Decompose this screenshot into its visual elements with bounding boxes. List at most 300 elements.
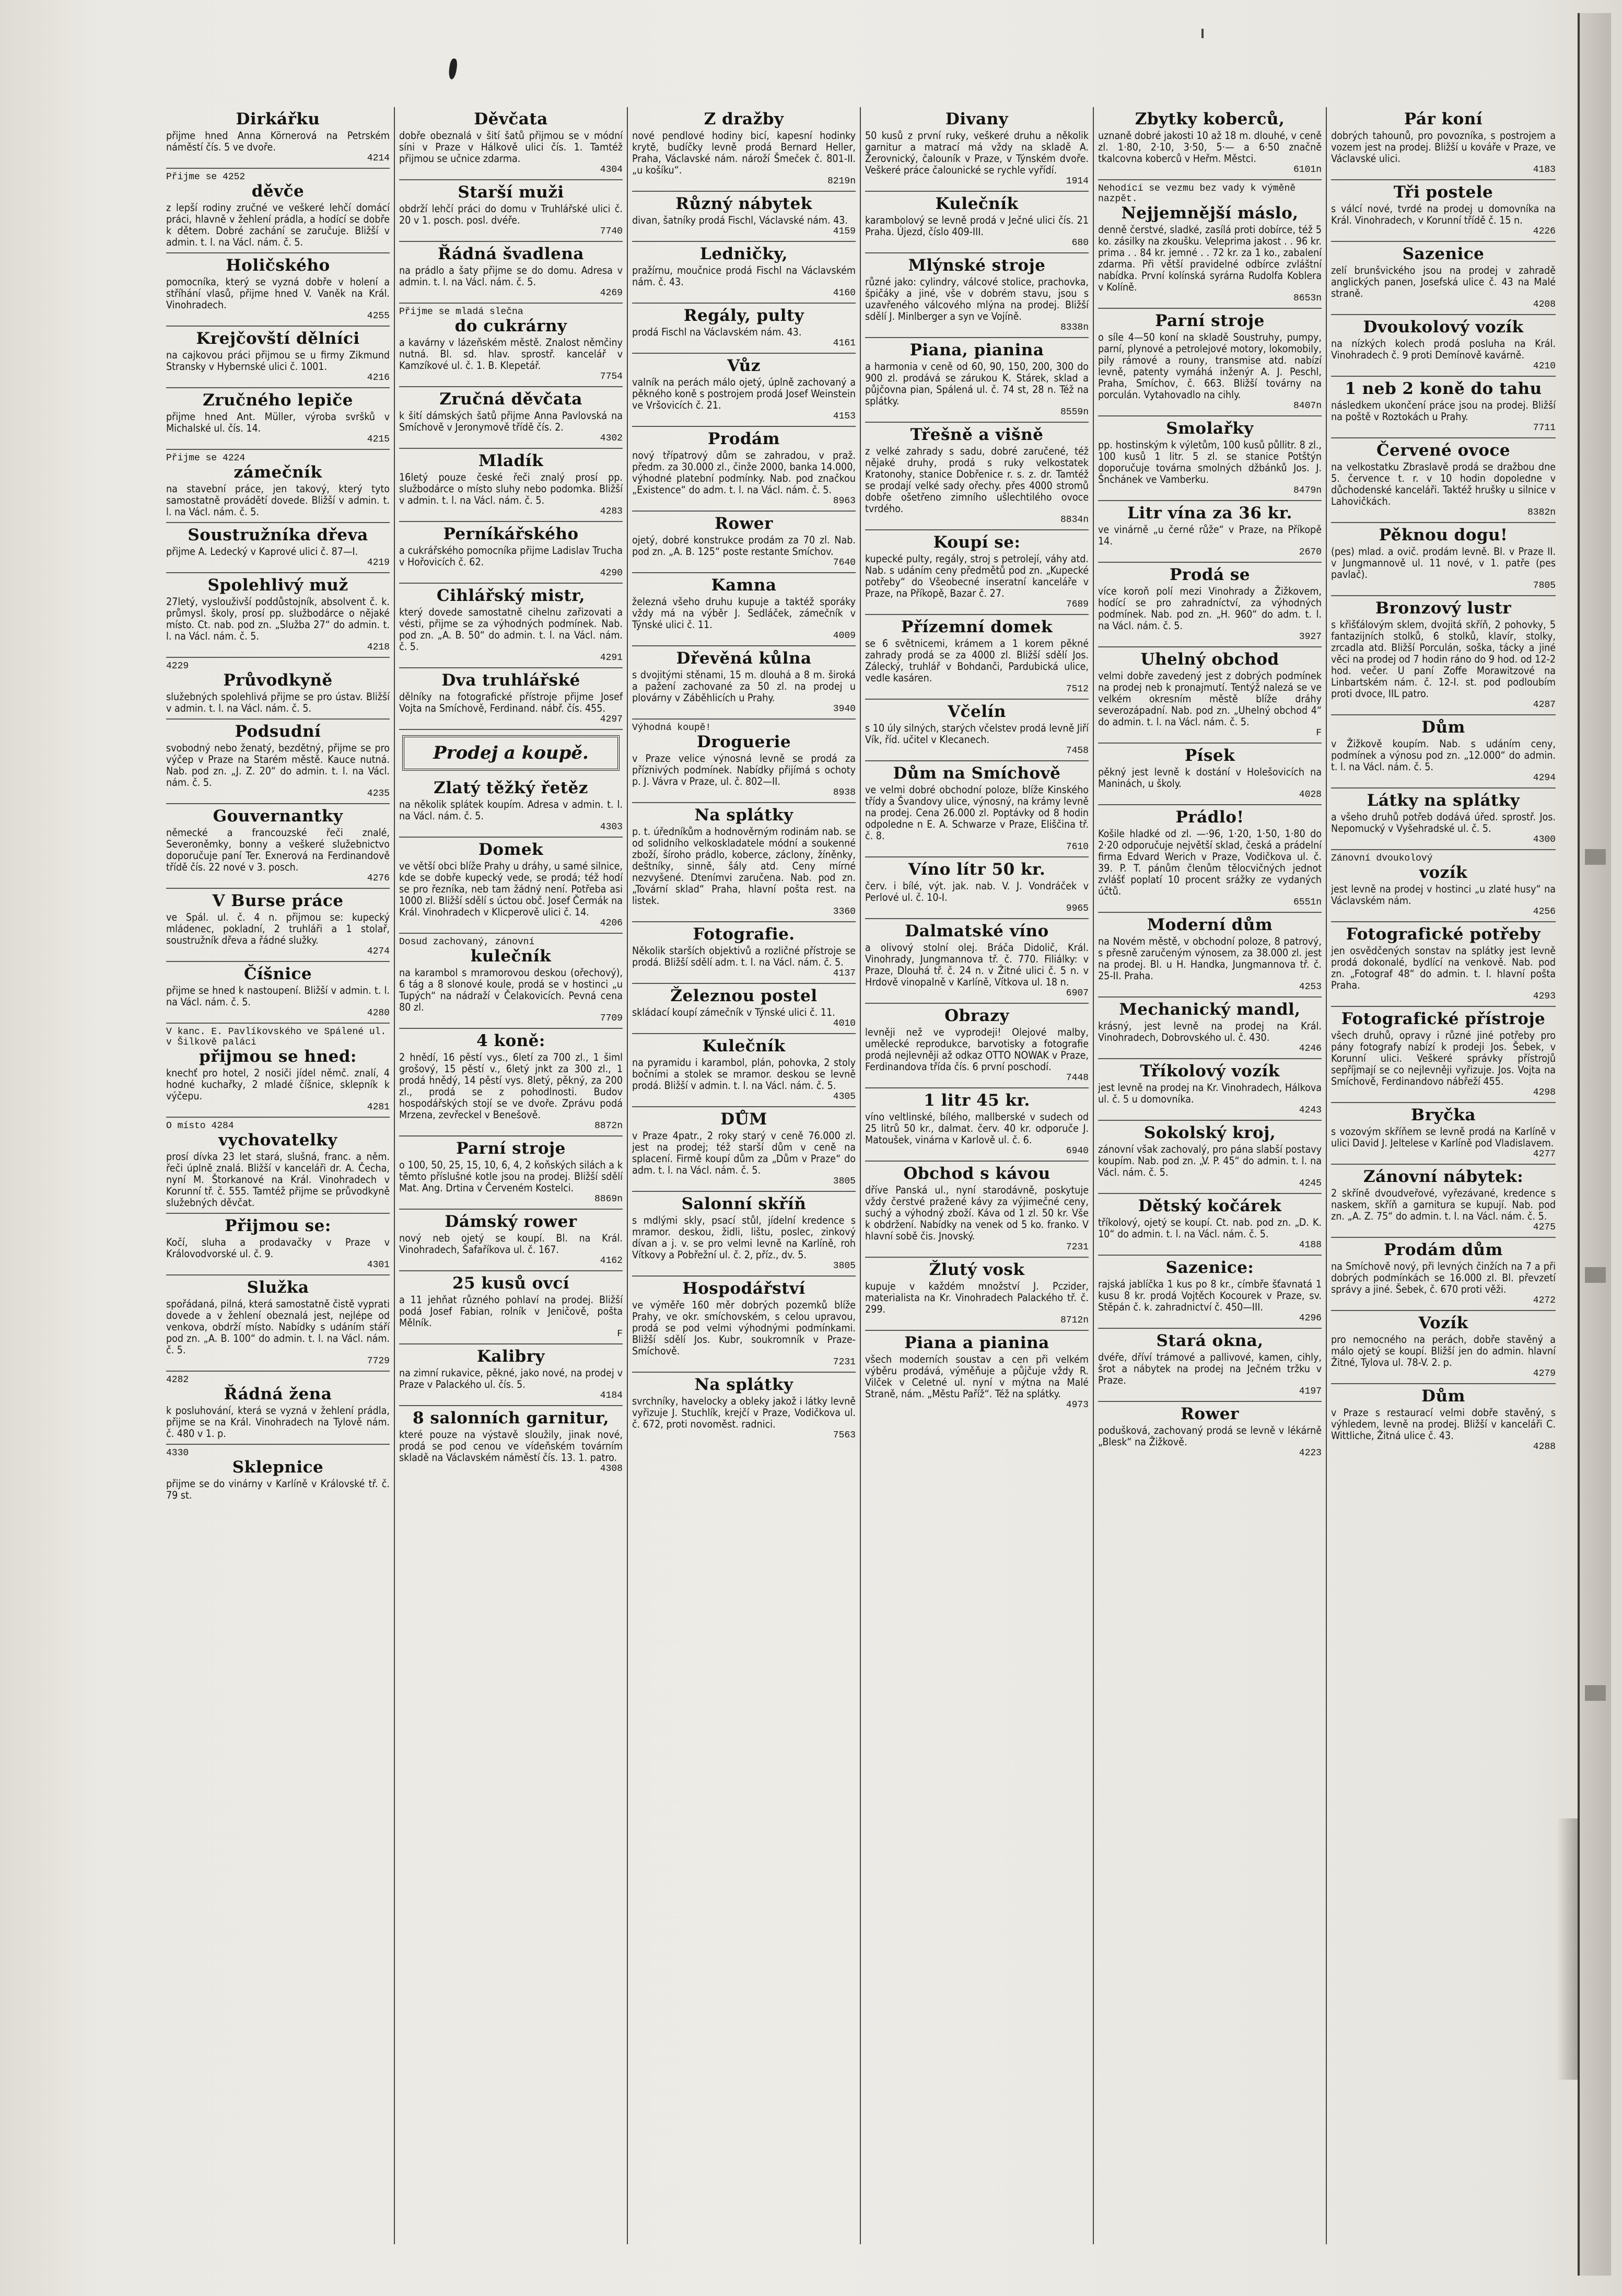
- ad-number: 6940: [1066, 1146, 1089, 1156]
- ad-heading: DŮM: [720, 1110, 767, 1129]
- ad-heading: Látky na splátky: [1367, 791, 1520, 810]
- ad-text: pp. hostinským k výletům, 100 kusů půllitr. 8 zl., 100 kusů 1 litr. 5 zl. se stanice Potštýn doporučuje továrna smolných džbánků Jos. J. Šnchánek ve Vamberku.: [1098, 439, 1322, 485]
- ad-heading: Soustružníka dřeva: [188, 526, 368, 544]
- ad-number: 4219: [367, 558, 390, 568]
- classified-ad: [399, 1210, 623, 1271]
- ad-number: 4305: [833, 1092, 856, 1102]
- ad-number: 8407n: [1293, 401, 1322, 411]
- ad-heading: Kulečník: [702, 1037, 786, 1056]
- classified-ad: [1331, 377, 1556, 438]
- ad-heading: Pěknou dogu!: [1379, 526, 1508, 544]
- ad-heading: Divany: [945, 110, 1009, 129]
- classified-ad: [1098, 805, 1322, 913]
- ad-heading: Obrazy: [944, 1006, 1009, 1025]
- classified-ad: [632, 192, 856, 242]
- classified-ad: [399, 107, 623, 180]
- column-2: [395, 107, 628, 2244]
- ad-heading: Mladík: [478, 451, 544, 470]
- classified-ad: [399, 1344, 623, 1406]
- ad-heading: kulečník: [470, 947, 552, 966]
- column-3: [628, 107, 861, 2244]
- ad-text: spořádaná, pilná, která samostatně čistě vyprati dovede a v žehlení obeznalá jest, nejlépe od venkova, obdrží místo. Nabídky s udáním stáří pod zn. „A. B. 100“ do admin. t. l. na Václ. nám. č. 5.: [166, 1298, 390, 1356]
- classified-ad: [865, 253, 1089, 338]
- classified-ad: [1331, 788, 1556, 850]
- classified-ad: [399, 522, 623, 584]
- ad-heading: Rower: [715, 514, 773, 533]
- ad-text: rajská jablíčka 1 kus po 8 kr., címbře šťavnatá 1 kusu 8 kr. prodá Vojtěch Kocourek v Praze, sv. Stěpán č. k. zahradnictví č. 450—III.: [1098, 1278, 1322, 1313]
- ad-number: 680: [1071, 238, 1089, 248]
- classified-ad: [632, 573, 856, 646]
- ad-heading: Parní stroje: [456, 1139, 566, 1158]
- classified-ad: [632, 720, 856, 803]
- ad-text: jest levně na prodej v hostinci „u zlaté husy“ na Václavském nám.: [1331, 883, 1556, 907]
- ad-preline: 4330: [166, 1448, 189, 1458]
- classified-ad: [1098, 309, 1322, 416]
- ad-text: a kavárny v lázeňském městě. Znalost němčiny nutná. Bl. sd. hlav. sprostř. kancelář v Kamzíkové ul. č. 1. B. Klepetář.: [399, 337, 623, 372]
- ad-text: jest levně na prodej na Kr. Vinohradech, Hálkova ul. č. 5 u domovníka.: [1098, 1082, 1322, 1105]
- ad-text: v Praze s restaurací velmi dobře stavěný, s výhledem, levně na prodej. Bližší v kanceláři C. Wittliche, Žitná ulice č. 43.: [1331, 1407, 1556, 1442]
- ad-text: prodá Fischl na Václavském nám. 43.: [632, 326, 802, 338]
- ad-heading: Zbytky koberců,: [1135, 110, 1285, 129]
- classified-ad: [865, 107, 1089, 192]
- ad-text: 16letý pouze české řeči znalý prosí pp. službodárce o místo sluhy nebo podomka. Bližší v admin. t. l. na Václ. nám. č. 5.: [399, 471, 623, 506]
- classified-ad: [632, 512, 856, 573]
- ad-text: dobře obeznalá v šití šatů přijmou se v módní síni v Praze v Hálkově ulici čís. 1. Tamtéž přijmou se učnice zdarma.: [399, 130, 623, 165]
- classified-ad: [865, 1258, 1089, 1331]
- ad-number: 3927: [1299, 632, 1322, 642]
- ad-heading: Dům na Smíchově: [893, 764, 1061, 783]
- ad-text: a harmonia v ceně od 60, 90, 150, 200, 300 do 900 zl. prodává se zárukou K. Stárek, sklad a půjčovna pian, Spálená ul. č. 74 st, 28 n. Též na splátky.: [865, 361, 1089, 407]
- ad-number: 4245: [1299, 1178, 1322, 1189]
- classified-ad: [1098, 998, 1322, 1059]
- classified-ad: [166, 450, 390, 523]
- ad-text: k šití dámských šatů přijme Anna Pavlovská na Smíchově v Jeronymově třídě čís. 2.: [399, 410, 623, 433]
- ad-number: 4028: [1299, 790, 1322, 800]
- ad-text: následkem ukončení práce jsou na prodej. Bližší na poště v Roztokách u Prahy.: [1331, 399, 1556, 423]
- classified-ad: [632, 1034, 856, 1107]
- ad-text: ve Spál. ul. č. 4 n. přijmou se: kupecký mládenec, pokladní, 2 truhláři a 1 stolař, soustružník dřeva a řádné služky.: [166, 911, 390, 946]
- ad-text: ve vinárně „u černé růže“ v Praze, na Příkopě 14.: [1098, 524, 1322, 547]
- ad-preline: O místo 4284: [166, 1121, 234, 1131]
- classified-ad: [1098, 416, 1322, 501]
- ad-text: podušková, zachovaný prodá se levně v lékárně „Blesk“ na Žižkově.: [1098, 1424, 1322, 1448]
- ad-heading: do cukrárny: [454, 317, 567, 335]
- ad-text: Několik starších objektivů a rozličné přístroje se prodá. Bližší sdělí adm. t. l. na Václ. nám. č. 5.: [632, 945, 856, 968]
- ad-text: s křišťálovým sklem, dvojitá skříň, 2 pohovky, 5 fantazijních stolků, 6 stolků, klavír, stolky, zrcadla atd. Bližší Porculán, soška, tácky a jiné věci na prodej od 7 hodin ráno do 9 hod. od 12-2 hod. večer. U paní Zoffe Morawitzové na Linbartském nám. č. 12-I. st. pod podloubím proti dvoce, IIL patro.: [1331, 619, 1556, 700]
- ad-number: 4298: [1533, 1087, 1556, 1098]
- classified-ad: [1331, 107, 1556, 180]
- ad-heading: Číšnice: [243, 965, 312, 983]
- ad-heading: Pár koní: [1404, 110, 1483, 129]
- classified-ad: [1331, 1165, 1556, 1238]
- ad-heading: Třešně a višně: [910, 425, 1044, 444]
- classified-ad: [166, 804, 390, 889]
- ad-heading: 8 salonních garnitur,: [412, 1409, 610, 1428]
- classified-ad: [865, 761, 1089, 857]
- ad-number: 4162: [600, 1256, 623, 1266]
- ad-text: (pes) mlad. a ovič. prodám levně. Bl. v Praze II. v Jungmannově ul. 11 nové, v 1. patře (pes pavlač).: [1331, 546, 1556, 581]
- ad-text: o síle 4—50 koní na skladě Soustruhy, pumpy, parní, plynové a petrolejové motory, lokomobily, pily rámové a rouny, transmise atd. nabízí levně, patenty vymáhá inženýr A. J. Peschl, Praha, Smíchov, č. 663. Bližší továrny na porculán. Vytahovadlo na cihly.: [1098, 331, 1322, 401]
- ad-number: 7689: [1066, 599, 1089, 610]
- ad-text: víno veltlinské, bílého, mallberské v sudech od 25 litrů 50 kr., dalmat. červ. 40 kr. odporuče J. Matoušek, vinárna v Karlově ul. č. 6.: [865, 1111, 1089, 1146]
- ad-number: 4281: [367, 1102, 390, 1112]
- ad-number: 8712n: [1060, 1315, 1089, 1326]
- ad-heading: Smolařky: [1166, 419, 1254, 438]
- classified-ad: [399, 449, 623, 522]
- ink-mark: [448, 58, 458, 80]
- ad-number: 8872n: [594, 1121, 623, 1131]
- ad-number: 4275: [1533, 1222, 1556, 1233]
- classified-ad: [865, 700, 1089, 761]
- classified-ad: [166, 253, 390, 327]
- ad-heading: Sokolský kroj,: [1143, 1123, 1276, 1142]
- ad-text: knechť pro hotel, 2 nosiči jídel němč. znalí, 4 hodné kuchařky, 2 mladé číšnice, sklepník k výčepu.: [166, 1067, 390, 1102]
- ad-number: 4197: [1299, 1386, 1322, 1397]
- ad-heading: Piana a pianina: [904, 1333, 1049, 1352]
- ad-number: 4010: [833, 1018, 856, 1029]
- ad-heading: Rower: [1181, 1405, 1239, 1423]
- ad-heading: Prádlo!: [1175, 808, 1244, 827]
- ad-text: tříkolový, ojetý se koupí. Ct. nab. pod zn. „D. K. 10“ do admin. t. l. na Václ. nám. č. 5.: [1098, 1216, 1322, 1240]
- ad-number: 9965: [1066, 903, 1089, 914]
- ad-heading: Dalmatské víno: [905, 922, 1049, 941]
- classified-ad: [166, 1024, 390, 1118]
- ad-heading: Fotografie.: [693, 925, 795, 944]
- classified-ad: [632, 1373, 856, 1445]
- ad-number: 4208: [1533, 299, 1556, 310]
- ad-text: přijme A. Ledecký v Kaprové ulici č. 87—I.: [166, 546, 358, 558]
- ad-heading: Nejjemnější máslo,: [1121, 204, 1299, 223]
- classified-ad: [166, 107, 390, 169]
- classified-ad: [399, 838, 623, 934]
- ad-text: z velké zahrady s sadu, dobré zaručené, též nějaké druhy, prodá s ruky velkostatek Kratonohy, stanice Dobřenice r. s. z. dr. Tamtéž se prodají velké sady ořechy. přes 4000 stromů dobře ošetřeno zimního ušlechtilého ovoce tvrdého.: [865, 445, 1089, 515]
- ad-text: dříve Panská ul., nyní starodávně, poskytuje vždy čerstvé pražené kávy za výjimečné ceny, suchý a výhodný zboží. Káva od 1 zl. 50 kr. Vše k obdržení. Nabídky na venek od 5 ko. franko. V hlavní sobě čis. Jnovský.: [865, 1184, 1089, 1242]
- ad-text: k posluhování, která se vyzná v žehlení prádla, přijme se na Král. Vinohradech na Tylově nám. č. 480 v 1. p.: [166, 1405, 390, 1440]
- ad-heading: Ledničky,: [699, 245, 788, 263]
- classified-ad: [399, 584, 623, 668]
- ad-heading: Děvčata: [474, 110, 548, 129]
- ad-number: 7754: [600, 372, 623, 382]
- ad-number: 4276: [367, 873, 390, 884]
- ad-number: 3805: [833, 1176, 856, 1187]
- ad-text: na karambol s mramorovou deskou (ořechový), 6 tág a 8 slonové koule, prodá se v hostinci „u Tupých“ na nádraží v Čelakovicích. Pevná cena 80 zl.: [399, 967, 623, 1013]
- classified-ad: [1098, 744, 1322, 805]
- ad-number: 4216: [367, 373, 390, 383]
- ad-number: 7709: [600, 1013, 623, 1024]
- ad-heading: Řádná švadlena: [437, 245, 584, 263]
- column-4: [861, 107, 1094, 2244]
- ad-heading: Zručného lepiče: [203, 391, 353, 410]
- ad-text: přijme hned Anna Körnerová na Petrském náměstí čís. 5 ve dvoře.: [166, 130, 390, 153]
- ad-text: v Praze 4patr., 2 roky starý v ceně 76.000 zl. jest na prodej; též starší dům v ceně na splacení. Firmě koupí dům za „Dům v Praze“ do adm. t. l. na Václ. nám. č. 5.: [632, 1130, 856, 1176]
- ad-number: 7711: [1533, 423, 1556, 433]
- classified-ad: [1331, 1103, 1556, 1165]
- ad-text: dvéře, dříví trámové a pallivové, kamen, cihly, šrot a nábytek na prodej na Ječném tržku v Praze.: [1098, 1351, 1322, 1386]
- ad-heading: Dům: [1421, 1387, 1465, 1406]
- ad-number: 4188: [1299, 1240, 1322, 1250]
- ad-text: zelí brunšvického jsou na prodej v zahradě anglických panen, Josefská ulice č. 43 na Malé straně.: [1331, 264, 1556, 299]
- ad-number: 7729: [367, 1356, 390, 1366]
- ad-heading: Vůz: [727, 356, 761, 375]
- classified-ad: [1331, 922, 1556, 1007]
- ad-heading: Obchod s kávou: [903, 1164, 1051, 1183]
- ad-number: 4218: [367, 642, 390, 653]
- ad-text: s válcí nové, tvrdé na prodej u domovníka na Král. Vinohradech, v Korunní třídě č. 15 n.: [1331, 203, 1556, 226]
- ad-text: karambolový se levně prodá v Ječné ulici čís. 21 Praha. Újezd, číslo 409-III.: [865, 214, 1089, 238]
- ad-number: 4304: [600, 165, 623, 175]
- ad-number: 4280: [367, 1008, 390, 1018]
- ad-number: 8219n: [827, 176, 856, 187]
- ad-number: 4246: [1299, 1043, 1322, 1054]
- ad-heading: 1 neb 2 koně do tahu: [1345, 379, 1542, 398]
- ad-text: všech druhů, opravy i různé jiné potřeby pro pány fotografy nabízí k prodeji Jos. Šebek, v Korunní ulici. Veškeré správky přístrojů sepříjmají se co nejlevněji vyřizuje. Jos. Vojta na Smíchově, Ferdinandovo nábřeží 455.: [1331, 1029, 1556, 1087]
- ad-heading: Prodá se: [1169, 565, 1251, 584]
- ad-number: 4291: [600, 653, 623, 663]
- ad-number: 4288: [1533, 1442, 1556, 1452]
- ad-number: 8938: [833, 787, 856, 798]
- ad-heading: děvče: [251, 182, 305, 201]
- classified-ad: [632, 242, 856, 304]
- ad-heading: Dětský kočárek: [1138, 1197, 1282, 1215]
- ad-number: 4235: [367, 788, 390, 799]
- ad-text: nové pendlové hodiny bicí, kapesní hodinky krytě, budíčky levně prodá Bernard Heller, Praha, Václavské nám. nároží Šmeček č. 801-II. „u košíku“.: [632, 130, 856, 176]
- ad-text: a cukrářského pomocníka přijme Ladislav Trucha v Hořovicích č. 62.: [399, 544, 623, 568]
- classified-ad: [865, 1088, 1089, 1162]
- ad-text: a olivový stolní olej. Bráča Didolič, Král. Vinohrady, Jungmannova tř. č. 770. Filiálky: v Praze, Dlouhá tř. č. 24 n. v Žitné ulici č. 5 n. v Hrdově vinopalně v Karlíně, Vítkova ul. 18 n.: [865, 942, 1089, 988]
- section-banner: Prodej a koupě.: [402, 735, 620, 771]
- ad-heading: V Burse práce: [212, 891, 344, 910]
- ad-number: 4308: [600, 1464, 623, 1474]
- ad-number: 6101n: [1293, 165, 1322, 175]
- ad-heading: Parní stroje: [1155, 311, 1265, 330]
- ad-number: 4215: [367, 434, 390, 445]
- classified-ad: [632, 304, 856, 354]
- ad-number: 4153: [833, 411, 856, 422]
- ad-number: 7231: [1066, 1242, 1089, 1253]
- ad-number: 8963: [833, 496, 856, 506]
- ad-heading: Kamna: [711, 576, 777, 595]
- classified-ad: [632, 1107, 856, 1192]
- classified-ad: [399, 934, 623, 1029]
- ad-text: krásný, jest levně na prodej na Král. Vinohradech, Dobrovského ul. č. 430.: [1098, 1020, 1322, 1043]
- ad-text: uznaně dobré jakosti 10 až 18 m. dlouhé, v ceně zl. 1·80, 2·10, 3·50, 5·— a 6·50 značně tkalcovna koberců v Heřm. Městci.: [1098, 130, 1322, 165]
- ad-number: 4294: [1533, 773, 1556, 783]
- ad-preline: Přijme se mladá slečna: [399, 307, 523, 317]
- ad-text: a všeho druhů potřeb dodává úřed. sprostř. Jos. Nepomucký v Vyšehradské ul. č. 5.: [1331, 811, 1556, 834]
- ad-text: přijme se hned k nastoupení. Bližší v admin. t. l. na Václ. nám. č. 5.: [166, 984, 390, 1008]
- ad-text: 2 skříně dvoudveřové, vyřezávané, kredence s naskem, skříň a garnitura se kupují. Nab. pod zn. „A. Z. 75“ do admin. t. l. na Václ. nám. č. 5.: [1331, 1187, 1556, 1222]
- ad-number: 4296: [1299, 1313, 1322, 1324]
- classified-ad: [399, 776, 623, 838]
- classified-ad: [399, 1029, 623, 1137]
- ad-heading: Salonní skříň: [681, 1195, 807, 1213]
- classified-ad: [632, 107, 856, 192]
- ad-heading: Žlutý vosk: [929, 1260, 1025, 1279]
- classified-ad: [865, 1331, 1089, 1414]
- ad-heading: Zlatý těžký řetěz: [434, 779, 588, 797]
- ink-mark-small: [1201, 29, 1204, 38]
- classified-ad: [1331, 1384, 1556, 1456]
- ad-heading: Na splátky: [694, 806, 794, 825]
- classified-ad: [166, 1118, 390, 1214]
- ad-text: které pouze na výstavě sloužily, jinak nové, prodá se pod cenou ve vídeňském továrním skladě na Václavském náměstí čís. 13. 1. patro.: [399, 1429, 623, 1464]
- ad-preline: V kanc. E. Pavlíkovského ve Spálené ul. v Šilkově paláci: [166, 1027, 387, 1048]
- ad-text: prosí dívka 23 let stará, slušná, franc. a něm. řeči úplně znalá. Bližší v kanceláři dr. A. Čecha, nyní M. Štorkanové na Král. Vinohradech v Korunní tř. č. 555. Tamtéž přijme se průvodkyně služebných děvčat.: [166, 1151, 390, 1209]
- classified-ad: [166, 169, 390, 253]
- classified-ad: [632, 984, 856, 1034]
- ad-number: 7805: [1533, 581, 1556, 591]
- classified-ad: [399, 304, 623, 387]
- ad-number: 4206: [600, 918, 623, 929]
- ad-heading: Prodám: [708, 430, 780, 448]
- ad-number: 4243: [1299, 1105, 1322, 1116]
- ad-heading: Krejčovští dělníci: [196, 329, 360, 348]
- classified-ad: [865, 530, 1089, 615]
- ad-number: 4297: [600, 714, 623, 725]
- ad-text: pěkný jest levně k dostání v Holešovicích na Maninách, u školy.: [1098, 766, 1322, 790]
- ad-heading: Domek: [478, 840, 544, 859]
- ad-heading: Hospodářství: [682, 1279, 806, 1298]
- ad-number: 4269: [600, 288, 623, 298]
- classified-ad: [166, 327, 390, 388]
- ad-text: ve výměře 160 měr dobrých pozemků blíže Prahy, ve okr. smíchovském, s celou upravou, prodá se pod velmi výhodnými podmínkami. Bližší sdělí Jos. Kubr, soukromník v Praze-Smíchově.: [632, 1299, 856, 1357]
- classified-ad: [865, 1162, 1089, 1258]
- ad-heading: Bronzový lustr: [1375, 599, 1512, 618]
- ad-number: 7563: [833, 1430, 856, 1441]
- ad-text: obdrží lehčí práci do domu v Truhlářské ulici č. 20 v 1. posch. posl. dvéře.: [399, 203, 623, 226]
- ad-text: na zimní rukavice, pěkné, jako nové, na prodej v Praze v Palackého ul. čís. 5.: [399, 1367, 623, 1390]
- ad-number: 4210: [1533, 361, 1556, 372]
- ad-number: 4137: [833, 968, 856, 979]
- classified-ad: [865, 857, 1089, 919]
- ad-number: 8479n: [1293, 485, 1322, 496]
- ad-heading: Včelín: [948, 702, 1006, 721]
- ad-number: 4287: [1533, 700, 1556, 710]
- ad-number: 6551n: [1293, 897, 1322, 908]
- ad-text: na pyramidu i karambol, plán, pohovka, 2 stoly bočními a stolek se mramor. deskou se levně prodá. Bližší v admin. t. l. na Václ. nám. č. 5.: [632, 1057, 856, 1092]
- ad-text: 2 hnědí, 16 pěstí vys., 6letí za 700 zl., 1 šiml grošový, 15 pěstí v., 6letý jnkt za 300 zl., 1 prodá hnědý, 14 pěstí vys. 8letý, pěkný, za 200 zl., prodá se z pohodlnosti. Budov hospodářských stojí se ve dvoře. Zprávu podá Mrzena, zevřeckel v Benešově.: [399, 1051, 623, 1121]
- ad-number: 2670: [1299, 547, 1322, 558]
- ad-number: 4272: [1533, 1295, 1556, 1306]
- ad-text: ve větší obci blíže Prahy u dráhy, u samé silnice, kde se dobře kupecký vede, se prodá; též hodí se pro řezníka, neb tam žádný není. Potřeba asi 1000 zl. Bližší sdělí s úctou obč. Josef Čermák na Král. Vinohradech v Klicperově ulici č. 14.: [399, 860, 623, 918]
- ad-heading: Podsudní: [235, 722, 321, 741]
- ad-text: z lepší rodiny zručné ve veškeré lehčí domácí práci, hlavně v žehlení prádla, a hodící se dobře k dětem. Dobré zachání se zaručuje. Bližší v admin. t. l. na Václ. nám. č. 5.: [166, 202, 390, 248]
- ad-text: p. t. úředníkům a hodnověrným rodinám nab. se od solidního velkoskladatele módní a soukenné zboží, šíroho prádlo, koberce, záclony, žíněnky, deštníky, sinně, šály atd. Ceny mírné nezvyšené. Dtenímvi zaručena. Nab. pod zn. „Tovární sklad“ Praha, hlavní pošta rest. na listek.: [632, 826, 856, 907]
- ad-number: 4160: [833, 288, 856, 298]
- ad-number: 4301: [367, 1260, 390, 1270]
- classified-ad: [1098, 1402, 1322, 1463]
- ad-heading: Prodám dům: [1384, 1240, 1503, 1259]
- ad-number: F: [1316, 728, 1322, 738]
- ad-text: divan, šatníky prodá Fischl, Václavské nám. 43.: [632, 214, 848, 226]
- classified-ad: [1098, 1329, 1322, 1402]
- ad-heading: Koupí se:: [933, 533, 1021, 552]
- ad-heading: Dámský rower: [445, 1212, 577, 1231]
- ad-text: více koroň polí mezi Vinohrady a Žižkovem, hodící se pro zahradníctví, za výhodných podmínek. Nab. pod zn. „H. 960“ do adm. t. l. na Václ. nám. č. 5.: [1098, 585, 1322, 632]
- ad-heading: Gouvernantky: [213, 807, 343, 826]
- ad-text: na prádlo a šaty přijme se do domu. Adresa v admin. t. l. na Václ. nám. č. 5.: [399, 264, 623, 288]
- ad-heading: Cihlářský mistr,: [436, 586, 586, 605]
- ad-preline: Přijme se 4252: [166, 172, 246, 182]
- ad-heading: Železnou postel: [670, 987, 818, 1005]
- ad-heading: zámečník: [234, 463, 322, 482]
- ad-number: 8869n: [594, 1194, 623, 1204]
- ad-number: 7610: [1066, 842, 1089, 852]
- classified-ad: [399, 387, 623, 449]
- ad-heading: Mlýnské stroje: [908, 256, 1046, 275]
- ad-heading: Tříkolový vozík: [1140, 1062, 1280, 1081]
- ad-heading: Sazenice: [1402, 245, 1485, 263]
- ad-number: 4255: [367, 311, 390, 321]
- classified-ad: [1098, 563, 1322, 647]
- ad-number: 4009: [833, 631, 856, 641]
- ad-heading: Holičského: [226, 256, 330, 275]
- ad-heading: Vozík: [1418, 1314, 1468, 1332]
- ad-text: s vozovým skříňem se levně prodá na Karlíně v ulici David J. Jeltelese v Karlíně pod Vladislavem.: [1331, 1126, 1556, 1149]
- ad-text: o 100, 50, 25, 15, 10, 6, 4, 2 koňských silách a k těmto příslušné kotle jsou na prodej. Bližší sdělí Mat. Ang. Drtina v Červeném Kostelci.: [399, 1159, 623, 1194]
- ad-number: 8338n: [1060, 322, 1089, 333]
- ad-preline: Nehodící se vezmu bez vady k výměně nazpět.: [1098, 183, 1296, 204]
- ad-text: na Smíchově nový, při levných činžích na 7 a při dobrých podmínkách se 16.000 zl. Bl. převzetí správy a jiné. Šebek, č. 670 proti věži.: [1331, 1260, 1556, 1295]
- ad-text: nový třípatrový dům se zahradou, v praž. předm. za 30.000 zl., činže 2000, banka 14.000, výhodné platební podmínky. Nab. pod značkou „Existence“ do adm. t. l. na Václ. nám. č. 5.: [632, 449, 856, 496]
- ad-text: se 6 světnicemi, krámem a 1 korem pěkné zahrady prodá se za 4000 zl. Bližší sdělí Jos. Zálecký, truhlář v Bohdanči, Pardubická ulice, vedle kasáren.: [865, 637, 1089, 684]
- classified-ad: [1098, 1121, 1322, 1194]
- ad-text: s mdlými skly, psací stůl, jídelní kredence s mramor. deskou, židli, lištu, poslec, zinkový dívan a j. v. se pro velmi levně na Karlíně, roh Vítkovy a Pobřežní ul. č. 2, příz., dv. 5.: [632, 1214, 856, 1261]
- classified-columns: [162, 107, 1565, 2244]
- classified-ad: [1331, 438, 1556, 523]
- ad-heading: Stará okna,: [1156, 1331, 1264, 1350]
- ad-text: různé jako: cylindry, válcové stolice, prachovka, špičáky a jiné, vše v dobrém stavu, jsou s uzavřeného válcového mlýna na prodej. Bližší sdělí J. Minlberger a syn ve Vojíně.: [865, 276, 1089, 322]
- ad-heading: Kulečník: [935, 194, 1019, 213]
- ad-heading: Kalibry: [476, 1347, 545, 1366]
- ad-text: zánovní však zachovalý, pro pána slabší postavy koupím. Nab. pod zn. „V. P. 45“ do admin. t. l. na Václ. nám. č. 5.: [1098, 1143, 1322, 1178]
- classified-ad: [399, 668, 623, 730]
- ad-number: 8559n: [1060, 407, 1089, 418]
- ad-heading: Sklepnice: [232, 1458, 324, 1477]
- ad-text: na stavební práce, jen takový, který tyto samostatně provádětí dovede. Bližší v admin. t. l. na Václ. nám. č. 5.: [166, 483, 390, 518]
- ad-number: 8653n: [1293, 293, 1322, 304]
- ad-heading: Služka: [247, 1278, 309, 1297]
- ad-heading: Bryčka: [1411, 1106, 1476, 1124]
- classified-ad: [1331, 1238, 1556, 1311]
- classified-ad: [399, 1137, 623, 1210]
- ad-text: pro nemocného na perách, dobře stavěný a málo ojetý se koupí. Bližší jen do admin. hlavní Žitné, Tylova ul. 78-V. 2. p.: [1331, 1333, 1556, 1369]
- ad-text: skládací koupí zámečník v Týnské ulici č. 11.: [632, 1006, 835, 1018]
- ad-number: 4226: [1533, 226, 1556, 237]
- ad-heading: Sazenice:: [1165, 1258, 1254, 1277]
- ad-preline: Výhodná koupě!: [632, 723, 711, 733]
- classified-ad: [166, 1445, 390, 1505]
- classified-ad: [1331, 180, 1556, 242]
- classified-ad: [1331, 850, 1556, 922]
- classified-ad: [1331, 523, 1556, 596]
- ad-heading: Fotografické potřeby: [1346, 925, 1541, 944]
- ad-heading: Řádná žena: [224, 1385, 332, 1404]
- ad-heading: vychovatelky: [218, 1131, 337, 1150]
- classified-ad: [1098, 1194, 1322, 1256]
- ad-number: 8382n: [1527, 507, 1556, 518]
- ad-heading: Fotografické přístroje: [1341, 1010, 1546, 1028]
- ad-heading: Písek: [1184, 746, 1235, 765]
- ad-text: nový neb ojetý se koupí. Bl. na Král. Vinohradech, Šafaříkova ul. č. 167.: [399, 1232, 623, 1256]
- ad-text: v Praze velice výnosná levně se prodá za příznivých podmínek. Nabídky přijímá s ochoty p. J. Vávra v Praze, ul. č. 802—II.: [632, 752, 856, 787]
- ad-number: 3805: [833, 1261, 856, 1271]
- ad-text: pomocníka, který se vyzná dobře v holení a stříhání vlasů, přijme hned V. Vaněk na Král. Vinohradech.: [166, 276, 390, 311]
- ad-text: kupuje v každém množství J. Pczider, materialista na Kr. Vinohradech Palackého tř. č. 299.: [865, 1280, 1089, 1315]
- classified-ad: [1331, 1311, 1556, 1384]
- ad-number: 4302: [600, 433, 623, 444]
- ad-heading: Uhelný obchod: [1140, 650, 1279, 669]
